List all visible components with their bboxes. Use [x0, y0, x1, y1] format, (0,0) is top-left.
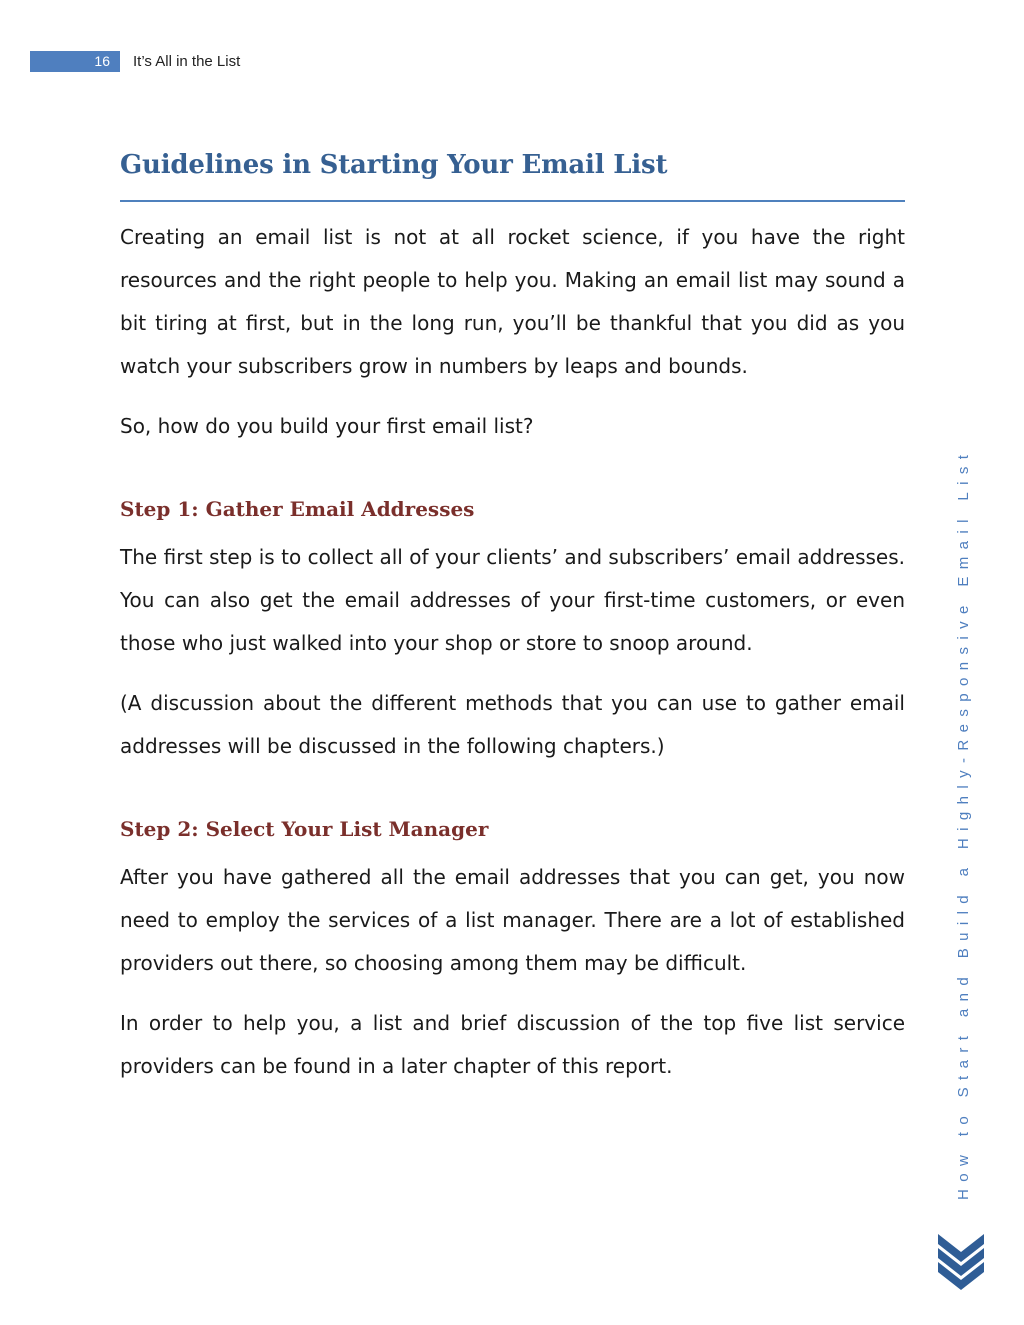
- step2-paragraph-2: In order to help you, a list and brief discussion of the top five list service providers can be found in a later chapter of this report.: [120, 1011, 905, 1078]
- step1-heading: Step 1: Gather Email Addresses: [120, 497, 475, 521]
- step1-paragraph-1: The first step is to collect all of your clients’ and subscribers’ email addresses. You can also get the email addresses of your first-time customers, or even those who just walked into your shop or store to snoop around.: [120, 545, 905, 655]
- intro-paragraph-2: So, how do you build your first email list?: [120, 414, 534, 438]
- vertical-book-title: How to Start and Build a Highly-Responsive Email List: [955, 447, 972, 1200]
- page-header: [30, 50, 240, 72]
- intro-paragraph-1: Creating an email list is not at all rocket science, if you have the right resources and the right people to help you. Making an email list may sound a bit tiring at first, but in the long run, you’ll be thankful that you did as you watch your subscribers grow in numbers by leaps and bounds.: [120, 225, 905, 378]
- step1-paragraph-2: (A discussion about the different methods that you can use to gather email addresses will be discussed in the following chapters.): [120, 691, 905, 758]
- chevron-double-down-icon: [936, 1232, 986, 1298]
- running-header-title: It’s All in the List: [133, 52, 241, 70]
- section-heading: Guidelines in Starting Your Email List: [120, 150, 905, 202]
- step2-heading: Step 2: Select Your List Manager: [120, 817, 489, 841]
- page-number: 16: [30, 51, 120, 72]
- step2-paragraph-1: After you have gathered all the email addresses that you can get, you now need to employ the services of a list manager. There are a lot of established providers out there, so choosing among them may be difficult.: [120, 865, 905, 975]
- main-content: [120, 150, 905, 1088]
